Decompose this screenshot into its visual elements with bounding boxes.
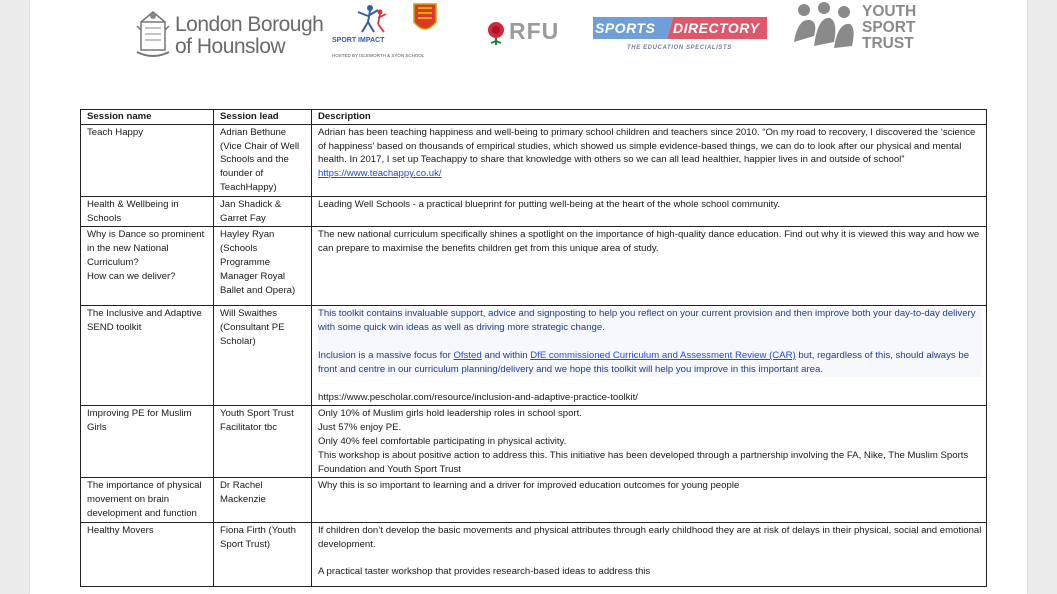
rfu-text: RFU [509, 18, 560, 44]
session-name-line: How can we deliver? [87, 270, 176, 282]
sport-impact-title: SPORT IMPACT [332, 37, 385, 44]
sessions-table [80, 109, 987, 587]
session-lead: Dr Rachel Mackenzie [214, 478, 312, 522]
session-name: The importance of physical movement on brain development and function [81, 478, 214, 522]
session-description [312, 124, 987, 196]
youth-sport-trust-logo [790, 2, 930, 54]
stat-line: Only 40% feel comfortable participating in physical activity. [318, 435, 567, 447]
yst-line-3: TRUST [862, 35, 914, 52]
session-name: Healthy Movers [81, 522, 214, 586]
sports-directory-tagline: THE EDUCATION SPECIALISTS [627, 45, 732, 51]
table-row [81, 478, 987, 522]
ofsted-link[interactable]: Ofsted [453, 349, 482, 361]
healthy-movers-paragraph-2: A practical taster workshop that provides research-based ideas to address this [318, 566, 651, 578]
sports-directory-logo [593, 17, 767, 57]
stat-line: Just 57% enjoy PE. [318, 422, 402, 434]
session-lead: Fiona Firth (Youth Sport Trust) [214, 522, 312, 586]
header-session-name: Session name [81, 110, 214, 125]
session-lead: Adrian Bethune (Vice Chair of Well Schools and the founder of TeachHappy) [214, 124, 312, 196]
table-header-row [81, 110, 987, 125]
session-description [312, 522, 987, 586]
table-row [81, 124, 987, 196]
stat-line: This workshop is about positive action to address this. This initiative has been developed through a partnership involving the FA, Nike, The Muslim Sports Foundation and Youth Sport Trust [318, 449, 969, 475]
sport-impact-figures-icon [344, 2, 438, 38]
car-link[interactable]: DfE commissioned Curriculum and Assessment Review (CAR) [530, 349, 796, 361]
header-description: Description [312, 110, 987, 125]
description-text: Adrian has been teaching happiness and well-being to primary school children and teachers since 2010. “On my road to recovery, I discovered the ‘science of happiness’ based on thousands of empirical studies, which showed us simple evidence-based things, we can do to look after our physical and mental health. In 2017, I set up Teachappy to share that knowledge with others so we can all lead healthier, happier lives in and outside of school” [318, 126, 976, 166]
hounslow-line-2: of Hounslow [175, 35, 286, 58]
header-session-lead: Session lead [214, 110, 312, 125]
healthy-movers-paragraph-1: If children don’t develop the basic movements and physical attributes through early childhood they are at risk of delays in their physical, social and emotional development. [318, 524, 982, 550]
toolkit-paragraph-2: Inclusion is a massive focus for Ofsted and within DfE commissioned Curriculum and Assessment Review (CAR) but, regardless of this, should always be front and centre in our curriculum planning/delivery and we hope this toolkit will help you improve in this important area. [318, 349, 970, 375]
session-lead: Will Swaithes (Consultant PE Scholar) [214, 306, 312, 406]
rfu-logo [485, 18, 565, 52]
session-name [81, 227, 214, 306]
session-description: Why this is so important to learning and a driver for improved education outcomes for young people [312, 478, 987, 522]
sport-impact-logo [330, 2, 440, 62]
hounslow-logo [135, 6, 324, 64]
session-name: Health & Wellbeing in Schools [81, 196, 214, 227]
table-row [81, 306, 987, 406]
toolkit-paragraph-1: This toolkit contains invaluable support, advice and signposting to help you reflect on your current provision and then improve both your day-to-day delivery with some quick win ideas as well as driving more strategic change. [318, 308, 976, 334]
rose-icon [485, 20, 507, 46]
session-lead: Hayley Ryan (Schools Programme Manager Royal Ballet and Opera) [214, 227, 312, 306]
toolkit-url: https://www.pescholar.com/resource/inclusion-and-adaptive-practice-toolkit/ [318, 391, 638, 403]
table-row [81, 227, 987, 306]
youth-sport-trust-figures-icon [790, 2, 858, 52]
hounslow-line-1: London Borough [175, 13, 324, 36]
session-name: Teach Happy [81, 124, 214, 196]
session-name-line: Why is Dance so prominent in the new National Curriculum? [87, 229, 205, 268]
document-page [30, 0, 1027, 594]
teachappy-link[interactable]: https://www.teachappy.co.uk/ [318, 168, 442, 180]
session-description: The new national curriculum specifically shines a spotlight on the importance of high-quality dance education. Find out why it is viewed this way and how we can prepare to maximise the benefits children get from this unique area of study. [312, 227, 987, 306]
hounslow-crest-icon [135, 8, 171, 60]
yst-line-2: SPORT [862, 19, 916, 36]
session-name: The Inclusive and Adaptive SEND toolkit [81, 306, 214, 406]
sports-directory-part1: SPORTS [595, 20, 656, 36]
session-lead: Jan Shadick & Garret Fay [214, 196, 312, 227]
stat-line: Only 10% of Muslim girls hold leadership roles in school sport. [318, 408, 582, 420]
session-description [312, 406, 987, 478]
table-row [81, 522, 987, 586]
sports-directory-part2: DIRECTORY [673, 20, 760, 36]
yst-line-1: YOUTH [862, 3, 917, 20]
session-name: Improving PE for Muslim Girls [81, 406, 214, 478]
table-row [81, 406, 987, 478]
session-description [312, 306, 987, 406]
sport-impact-subtitle: HOSTED BY ISLEWORTH & SYON SCHOOL [332, 53, 425, 58]
table-row [81, 196, 987, 227]
session-description: Leading Well Schools - a practical blueprint for putting well-being at the heart of the whole school community. [312, 196, 987, 227]
session-lead: Youth Sport Trust Facilitator tbc [214, 406, 312, 478]
